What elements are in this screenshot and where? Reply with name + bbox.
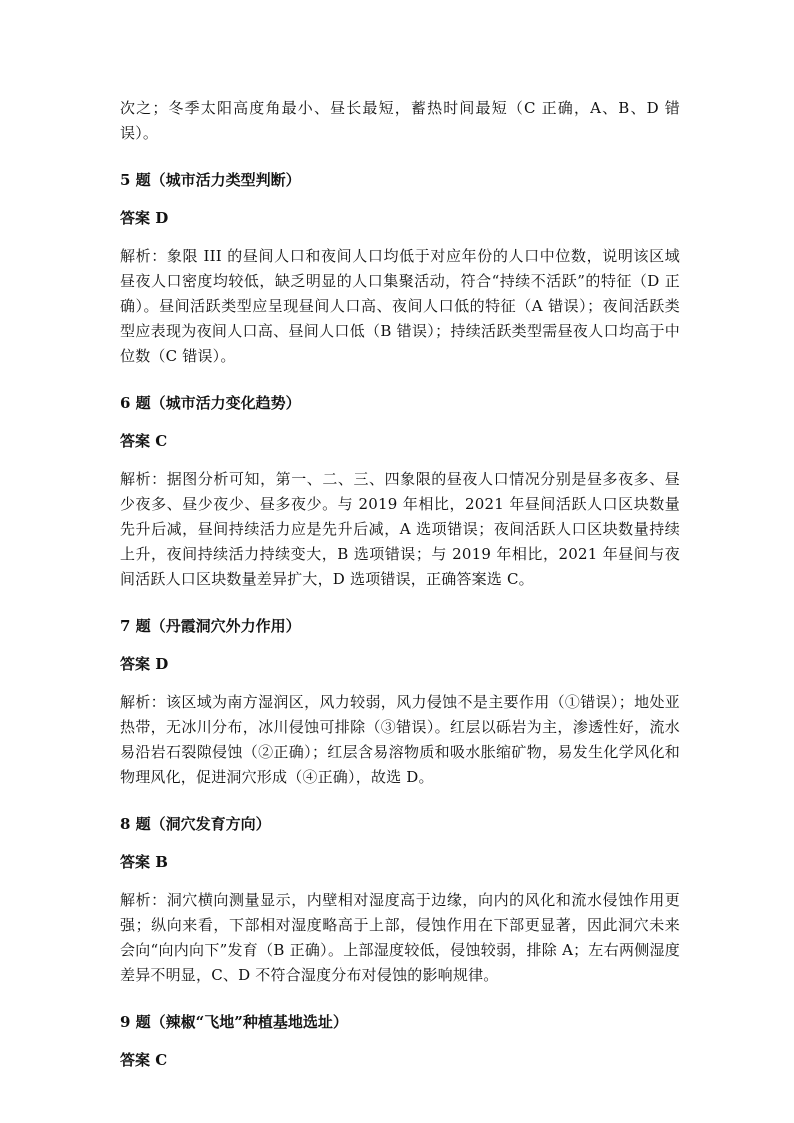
- explanation-paragraph: 解析：据图分析可知，第一、二、三、四象限的昼夜人口情况分别是昼多夜多、昼少夜多、昼少夜少、昼多夜少。与 2019 年相比，2021 年昼间活跃人口区块数量先升后减，昼间持续活力应是先升后减，A 选项错误；夜间活跃人口区块数量持续上升，夜间持续活力持续变大，B 选项错误；与 2019 年相比，2021 年昼间与夜间活跃人口区块数量差异扩大，D 选项错误，正确答案选 C。: [120, 470, 680, 588]
- explanation-paragraph: 解析：该区域为南方湿润区，风力较弱，风力侵蚀不是主要作用（①错误）；地处亚热带，无冰川分布，冰川侵蚀可排除（③错误）。红层以砾岩为主，渗透性好，流水易沿岩石裂隙侵蚀（②正确）；红层含易溶物质和吸水胀缩矿物，易发生化学风化和物理风化，促进洞穴形成（④正确），故选 D。: [120, 693, 680, 786]
- question-heading: 6 题（城市活力变化趋势）: [120, 394, 301, 412]
- explanation-paragraph: 解析：象限 III 的昼间人口和夜间人口均低于对应年份的人口中位数，说明该区域昼夜人口密度均较低，缺乏明显的人口集聚活动，符合“持续不活跃”的特征（D 正确）。昼间活跃类型应呈现昼间人口高、夜间人口低的特征（A 错误）；夜间活跃类型应表现为夜间人口高、昼间人口低（B 错误）；持续活跃类型需昼夜人口均高于中位数（C 错误）。: [120, 247, 680, 365]
- intro-paragraph: 次之；冬季太阳高度角最小、昼长最短，蓄热时间最短（C 正确，A、B、D 错误）。: [120, 99, 680, 142]
- question-5: [120, 168, 680, 369]
- answer-line: 答案 C: [120, 1051, 168, 1069]
- question-heading: 8 题（洞穴发育方向）: [120, 815, 271, 833]
- question-8: [120, 812, 680, 988]
- explanation-paragraph: 解析：洞穴横向测量显示，内壁相对湿度高于边缘，向内的风化和流水侵蚀作用更强；纵向来看，下部相对湿度略高于上部，侵蚀作用在下部更显著，因此洞穴未来会向“向内向下”发育（B 正确）。上部湿度较低，侵蚀较弱，排除 A；左右两侧湿度差异不明显，C、D 不符合湿度分布对侵蚀的影响规律。: [120, 891, 680, 984]
- question-6: [120, 391, 680, 592]
- answer-line: 答案 B: [120, 853, 168, 871]
- question-heading: 7 题（丹霞洞穴外力作用）: [120, 617, 301, 635]
- document-page: [120, 96, 680, 1073]
- question-heading: 9 题（辣椒“飞地”种植基地选址）: [120, 1013, 348, 1031]
- answer-line: 答案 C: [120, 432, 168, 450]
- answer-line: 答案 D: [120, 655, 169, 673]
- question-9: [120, 1010, 680, 1073]
- answer-line: 答案 D: [120, 209, 169, 227]
- question-heading: 5 题（城市活力类型判断）: [120, 171, 301, 189]
- question-7: [120, 614, 680, 790]
